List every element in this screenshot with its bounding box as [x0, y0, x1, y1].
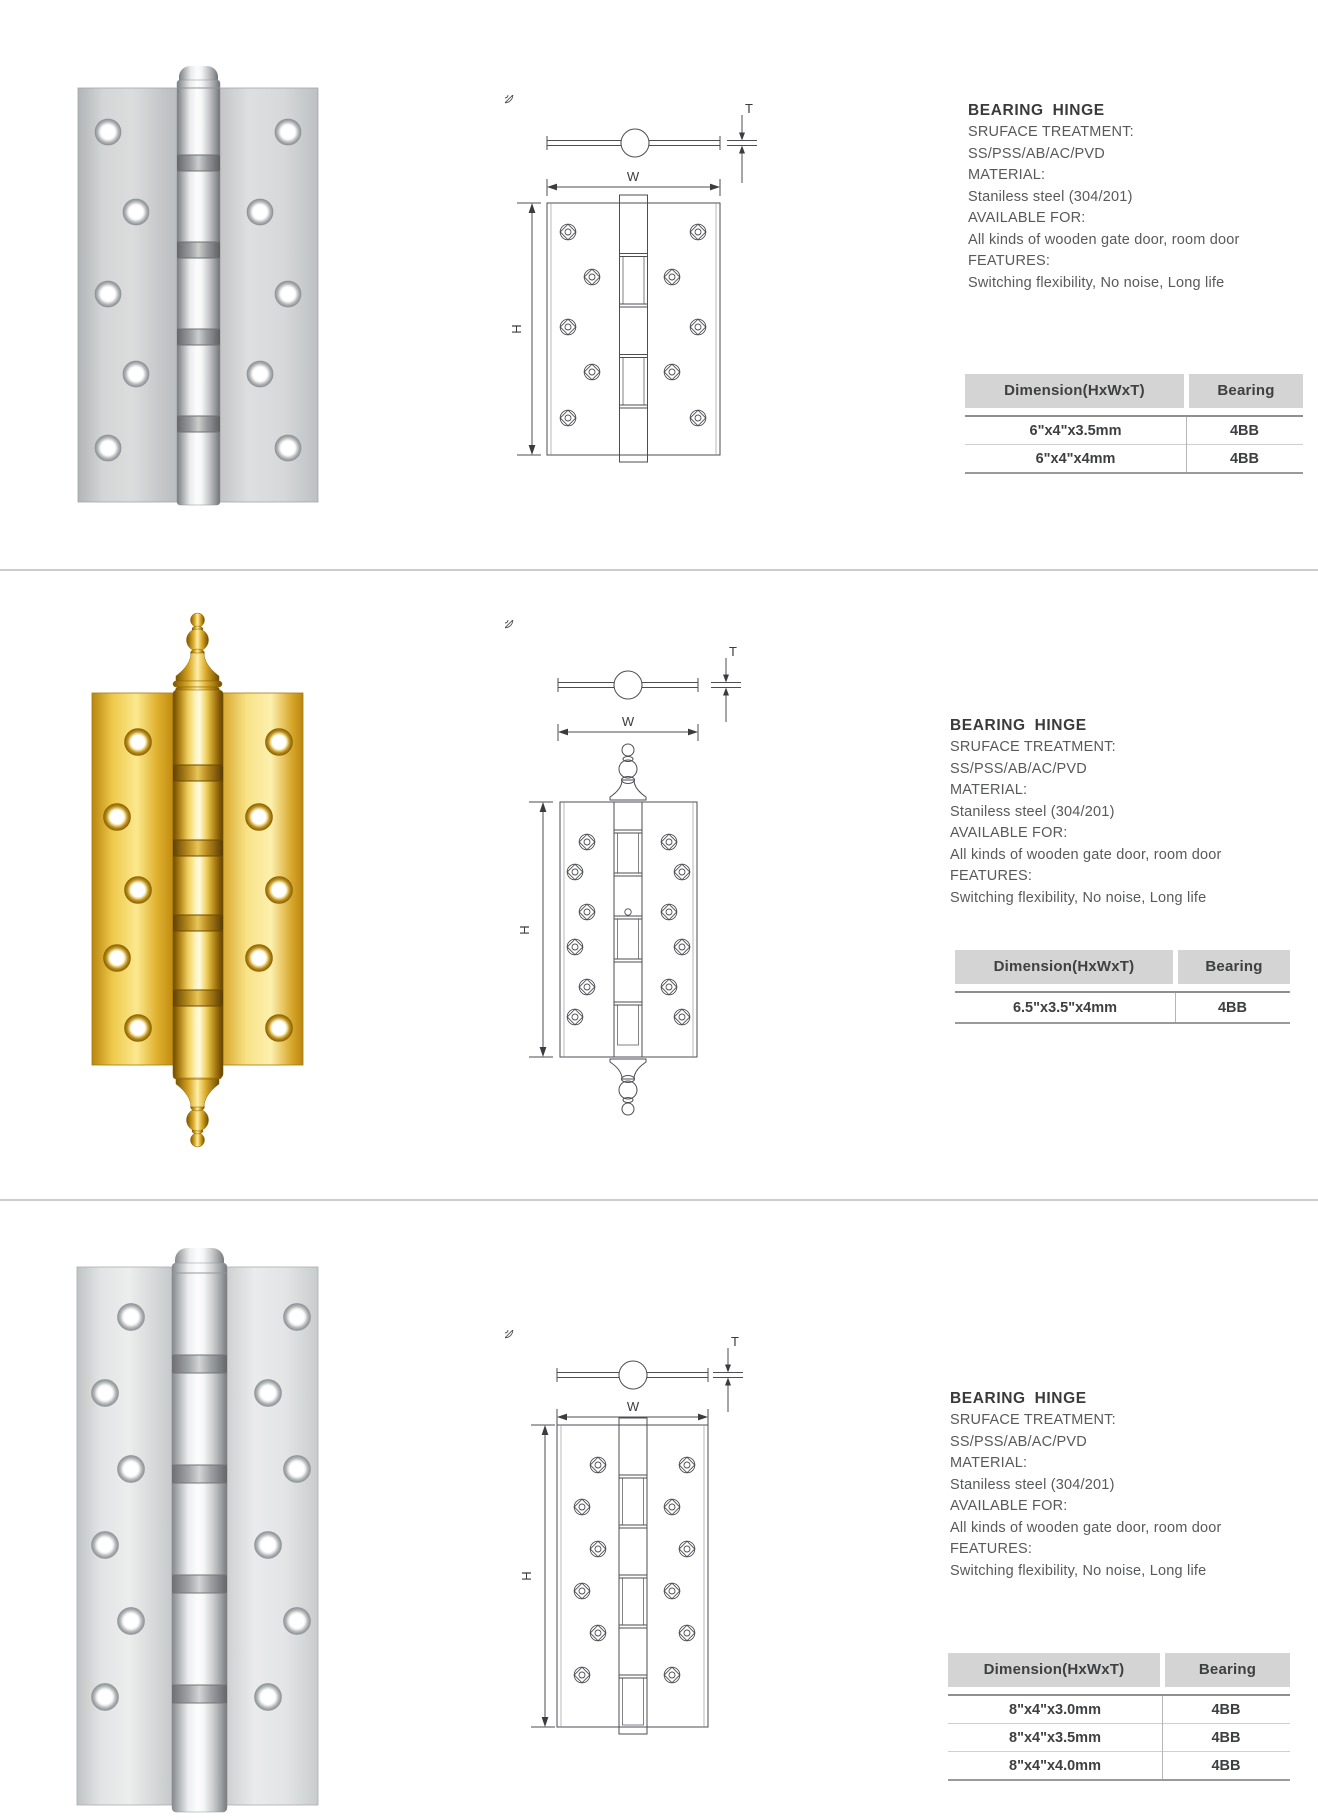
table-row	[965, 417, 1303, 444]
dimension-cell: 8"x4"x3.5mm	[1009, 1729, 1101, 1746]
crown-finial	[173, 613, 222, 693]
info-line: FEATURES:	[950, 1541, 1033, 1557]
table-row	[955, 993, 1290, 1022]
info-line: FEATURES:	[950, 868, 1033, 884]
h-label: H	[509, 324, 524, 334]
hinge-left-leaf	[78, 88, 178, 502]
dimension-cell: 6"x4"x4mm	[1035, 450, 1116, 467]
info-line: AVAILABLE FOR:	[968, 210, 1086, 226]
product-info	[968, 100, 1240, 294]
hinge-left-leaf	[77, 1267, 172, 1805]
dimension-w	[558, 714, 698, 741]
t-label: T	[731, 1334, 739, 1349]
table-row	[948, 1723, 1290, 1751]
col-header-dimension: Dimension(HxWxT)	[948, 1653, 1160, 1687]
spec-table	[965, 374, 1303, 474]
spec-table	[948, 1653, 1290, 1781]
col-header-bearing: Bearing	[1178, 950, 1290, 984]
hinge-photo-brass-crown	[75, 595, 320, 1170]
dimension-t	[711, 644, 741, 722]
bearing-cell: 4BB	[1211, 1701, 1241, 1718]
product-title: BEARING HINGE	[968, 102, 1105, 119]
spec-table	[955, 950, 1290, 1024]
technical-drawing-8in	[505, 1330, 805, 1750]
w-label: W	[626, 169, 640, 184]
col-header-dimension: Dimension(HxWxT)	[955, 950, 1173, 984]
hinge-right-leaf	[220, 88, 319, 502]
dimension-cell: 8"x4"x4.0mm	[1009, 1757, 1101, 1774]
t-label: T	[745, 101, 753, 116]
info-line: Switching flexibility, No noise, Long life	[968, 274, 1225, 291]
w-label: W	[626, 1399, 640, 1414]
technical-drawing-6in	[505, 95, 805, 465]
dimension-w	[557, 1399, 708, 1426]
info-line: AVAILABLE FOR:	[950, 1498, 1068, 1514]
dimension-cell: 8"x4"x3.0mm	[1009, 1701, 1101, 1718]
info-line: SRUFACE TREATMENT:	[968, 124, 1134, 140]
product-title: BEARING HINGE	[950, 1390, 1087, 1407]
info-line: SRUFACE TREATMENT:	[950, 1412, 1116, 1428]
drawing-front-view	[505, 95, 720, 462]
info-line: FEATURES:	[968, 253, 1051, 269]
dimension-h	[517, 802, 553, 1057]
hinge-photo-steel-8in	[58, 1235, 328, 1820]
info-line: All kinds of wooden gate door, room door	[950, 1519, 1222, 1536]
screw-hole-symbols	[505, 1330, 695, 1683]
bearing-cell: 4BB	[1229, 450, 1259, 467]
info-line: SS/PSS/AB/AC/PVD	[950, 1433, 1087, 1450]
product-info	[950, 715, 1222, 909]
info-line: Staniless steel (304/201)	[950, 1476, 1115, 1493]
info-line: Staniless steel (304/201)	[950, 803, 1115, 820]
section-divider	[0, 569, 1318, 571]
section-divider	[0, 1199, 1318, 1201]
dimension-t	[727, 101, 757, 183]
drawing-top-view	[558, 671, 698, 699]
drawing-top-view	[547, 129, 720, 157]
dimension-cell: 6"x4"x3.5mm	[1029, 422, 1122, 439]
dimension-cell: 6.5"x3.5"x4mm	[1012, 999, 1118, 1016]
screw-hole-symbols	[505, 620, 690, 1025]
col-header-bearing: Bearing	[1189, 374, 1303, 408]
info-line: Switching flexibility, No noise, Long life	[950, 1562, 1207, 1579]
dimension-h	[509, 203, 541, 455]
t-label: T	[729, 644, 737, 659]
hinge-barrel	[173, 690, 223, 1078]
dimension-h	[519, 1425, 555, 1727]
hinge-barrel	[172, 1248, 227, 1812]
info-line: MATERIAL:	[968, 167, 1046, 183]
col-header-bearing: Bearing	[1165, 1653, 1290, 1687]
info-line: MATERIAL:	[950, 1455, 1028, 1471]
info-line: SRUFACE TREATMENT:	[950, 739, 1116, 755]
bearing-cell: 4BB	[1229, 422, 1259, 439]
drawing-front-view	[505, 1330, 708, 1734]
finial-outline	[610, 744, 646, 802]
info-line: AVAILABLE FOR:	[950, 825, 1068, 841]
info-line: All kinds of wooden gate door, room door	[950, 846, 1222, 863]
info-line: SS/PSS/AB/AC/PVD	[968, 145, 1105, 162]
bearing-cell: 4BB	[1211, 1757, 1241, 1774]
drawing-top-view	[557, 1361, 708, 1389]
table-row	[965, 444, 1303, 472]
info-line: Staniless steel (304/201)	[968, 188, 1133, 205]
hinge-barrel	[177, 66, 220, 505]
h-label: H	[519, 1571, 534, 1581]
product-title: BEARING HINGE	[950, 717, 1087, 734]
w-label: W	[621, 714, 635, 729]
table-row	[948, 1696, 1290, 1723]
bearing-cell: 4BB	[1217, 999, 1247, 1016]
info-line: SS/PSS/AB/AC/PVD	[950, 760, 1087, 777]
dimension-w	[547, 169, 720, 196]
col-header-dimension: Dimension(HxWxT)	[965, 374, 1184, 408]
dimension-t	[713, 1334, 743, 1412]
info-line: Switching flexibility, No noise, Long life	[950, 889, 1207, 906]
info-line: All kinds of wooden gate door, room door	[968, 231, 1240, 248]
product-info	[950, 1388, 1222, 1582]
h-label: H	[517, 925, 532, 935]
info-line: MATERIAL:	[950, 782, 1028, 798]
bearing-cell: 4BB	[1211, 1729, 1241, 1746]
hinge-photo-steel-6in	[60, 55, 330, 515]
table-row	[948, 1751, 1290, 1779]
technical-drawing-6p5in	[505, 620, 805, 1120]
